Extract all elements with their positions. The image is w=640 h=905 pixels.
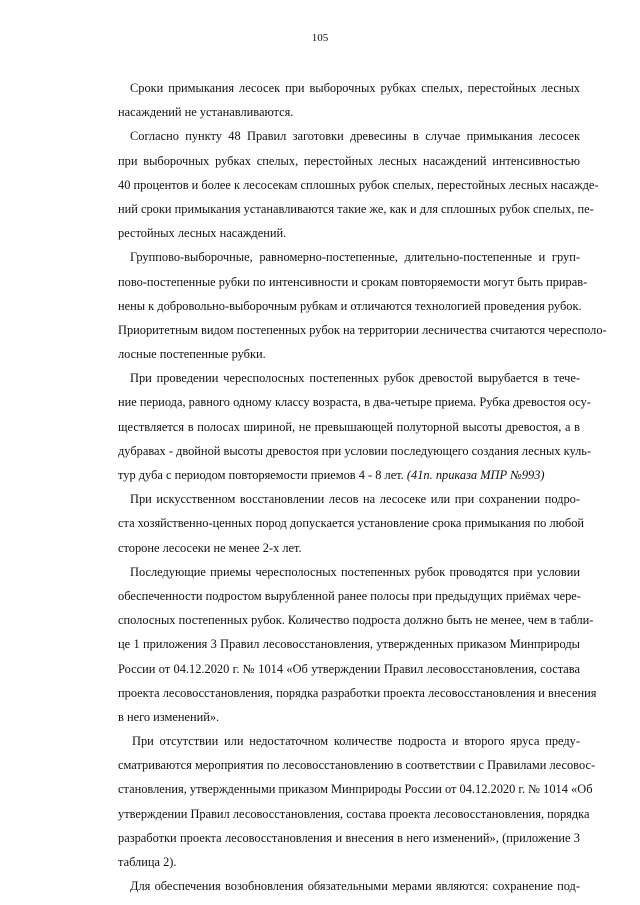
text-line: при выборочных рубках спелых, перестойных лесных насаждений интенсивностью [118, 153, 580, 168]
paragraph-3 [118, 245, 607, 366]
text-line: Сроки примыкания лесосек при выборочных рубках спелых, перестойных лесных [130, 81, 580, 95]
paragraph-1 [118, 76, 580, 124]
text-line: разработки проекта лесовосстановления и внесения в него изменений», (приложение 3 [118, 830, 580, 845]
text-line: ние периода, равного одному классу возраста, в два-четыре приема. Рубка древостоя осу- [118, 395, 591, 410]
text-line: Группово-выборочные, равномерно-постепенные, длительно-постепенные и груп- [130, 250, 580, 265]
paragraph-5 [118, 487, 585, 560]
text-line: Последующие приемы чересполосных постепенных рубок проводятся при условии [130, 564, 580, 579]
paragraph-4 [118, 366, 592, 487]
text-line: ний сроки примыкания устанавливаются такие же, как и для сплошных рубок спелых, пе- [118, 201, 594, 216]
paragraph-2 [118, 124, 599, 245]
text-line: Согласно пункту 48 Правил заготовки древесины в случае примыкания лесосек [130, 129, 580, 144]
text-line: проекта лесовосстановления, порядка разработки проекта лесовосстановления и внесения [118, 685, 597, 700]
text-line: При проведении чересполосных постепенных рубок древостой вырубается в тече- [130, 371, 580, 386]
text-line: Для обеспечения возобновления обязательными мерами являются: сохранение под- [130, 879, 580, 894]
text-line-content: тур дуба с периодом повторяемости приемов 4 - 8 лет. [118, 468, 404, 482]
text-line: лосные постепенные рубки. [118, 347, 266, 362]
page-number: 105 [311, 32, 329, 44]
paragraph-8 [118, 874, 580, 898]
text-line: При искусственном восстановлении лесов на лесосеке или при сохранении подро- [130, 492, 580, 507]
text-line: ществляется в полосах шириной, не превышающей полуторной высоты древостоя, а в [118, 419, 580, 434]
text-line: це 1 приложения 3 Правил лесовосстановления, утвержденных приказом Минприроды [118, 637, 580, 652]
paragraph-6 [118, 560, 597, 729]
text-line: насаждений не устанавливаются. [118, 105, 294, 120]
text-line: ста хозяйственно-ценных пород допускается установление срока примыкания по любой [118, 516, 585, 531]
text-line: нены к добровольно-выборочным рубкам и отличаются технологией проведения рубок. [118, 298, 582, 313]
paragraph-7 [118, 729, 596, 874]
text-line: рестойных лесных насаждений. [118, 226, 287, 241]
body-text [118, 76, 607, 898]
text-line: сматриваются мероприятия по лесовосстановлению в соответствии с Правилами лесовос- [118, 758, 596, 773]
text-line: 40 процентов и более к лесосекам сплошных рубок спелых, перестойных лесных насажде- [118, 177, 599, 192]
text-line: стороне лесосеки не менее 2-х лет. [118, 540, 302, 555]
text-line: Приоритетным видом постепенных рубок на территории лесничества считаются чересполо- [118, 322, 607, 337]
text-line: таблица 2). [118, 855, 177, 869]
text-line: утверждении Правил лесовосстановления, состава проекта лесовосстановления, порядка [118, 806, 590, 821]
text-line: становления, утвержденными приказом Минприроды России от 04.12.2020 г. № 1014 «Об [118, 782, 593, 797]
text-line: в него изменений». [118, 709, 220, 724]
text-line: обеспеченности подростом вырубленной ранее полосы при предыдущих приёмах чере- [118, 588, 581, 603]
text-line: России от 04.12.2020 г. № 1014 «Об утверждении Правил лесовосстановления, состава [118, 661, 580, 676]
text-line [118, 463, 580, 487]
text-line: дубравах - двойной высоты древостоя при условии последующего создания лесных куль- [118, 443, 592, 458]
text-line: При отсутствии или недостаточном количестве подроста и второго яруса преду- [132, 734, 580, 749]
text-line: сполосных постепенных рубок. Количество подроста должно быть не менее, чем в табли- [118, 613, 594, 628]
text-line: пово-постепенные рубки по интенсивности и срокам повторяемости могут быть прирав- [118, 274, 588, 289]
legal-reference: (41п. приказа МПР №993) [406, 468, 545, 482]
